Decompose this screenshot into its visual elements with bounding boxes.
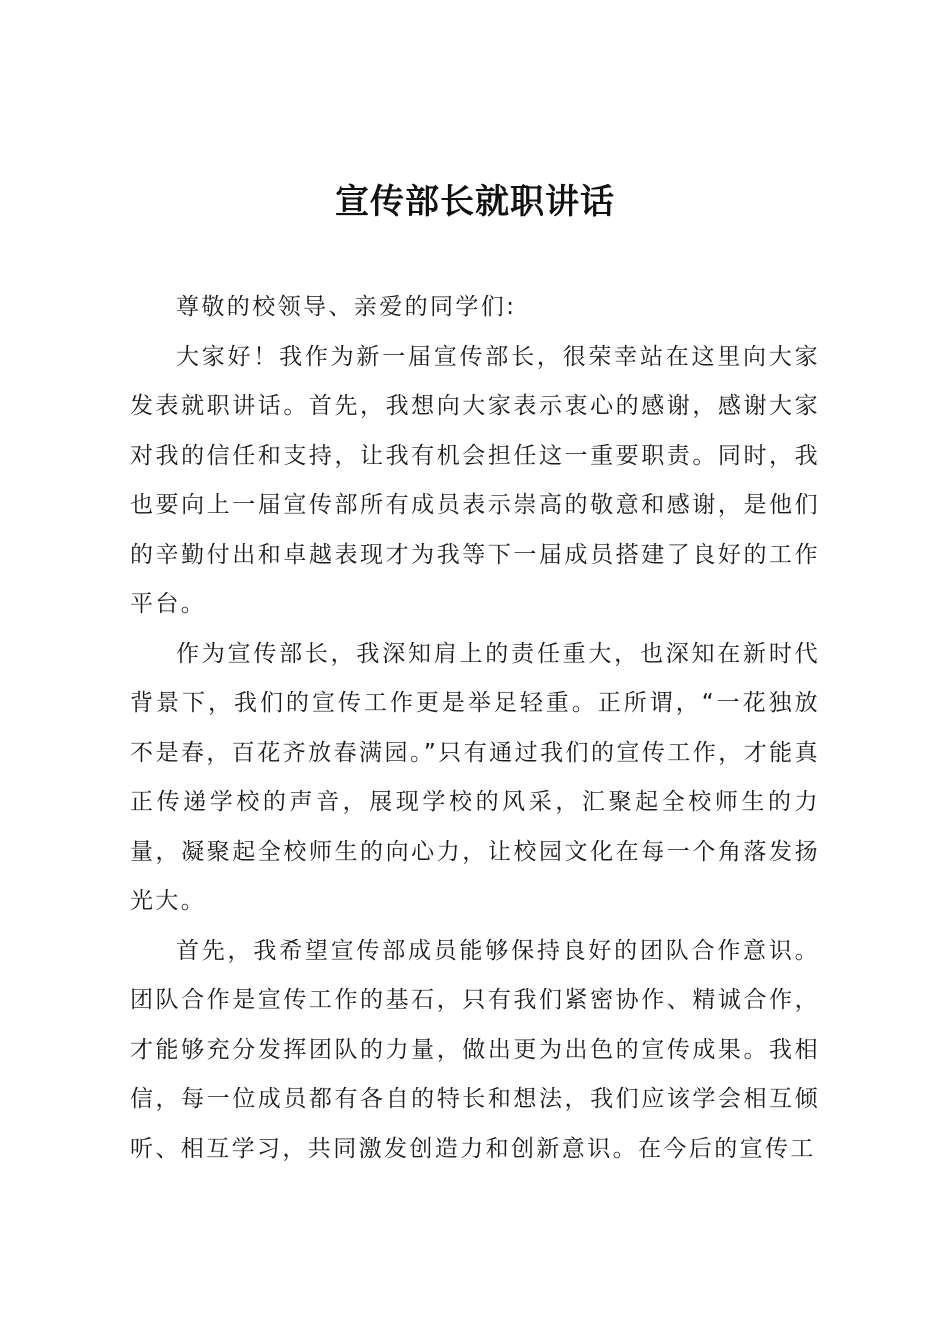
paragraph-responsibility: 作为宣传部长，我深知肩上的责任重大，也深知在新时代背景下，我们的宣传工作更是举足轻重。正所谓，“一花独放不是春，百花齐放春满园。”只有通过我们的宣传工作，才能真正传递学校的声音，展现学校的风采，汇聚起全校师生的力量，凝聚起全校师生的向心力，让校园文化在每一个角落发扬光大。 xyxy=(130,640,820,914)
paragraph-teamwork: 首先，我希望宣传部成员能够保持良好的团队合作意识。团队合作是宣传工作的基石，只有我们紧密协作、精诚合作，才能够充分发挥团队的力量，做出更为出色的宣传成果。我相信，每一位成员都有各自的特长和想法，我们应该学会相互倾听、相互学习，共同激发创造力和创新意识。在今后的宣传工 xyxy=(130,937,820,1162)
document-body xyxy=(130,283,820,1174)
document-title: 宣传部长就职讲话 xyxy=(335,182,615,222)
paragraph-salutation: 尊敬的校领导、亲爱的同学们: xyxy=(176,294,517,320)
paragraph-greeting: 大家好！我作为新一届宣传部长，很荣幸站在这里向大家发表就职讲话。首先，我想向大家表示衷心的感谢，感谢大家对我的信任和支持，让我有机会担任这一重要职责。同时，我也要向上一届宣传部所有成员表示崇高的敬意和感谢，是他们的辛勤付出和卓越表现才为我等下一届成员搭建了良好的工作平台。 xyxy=(130,343,820,617)
